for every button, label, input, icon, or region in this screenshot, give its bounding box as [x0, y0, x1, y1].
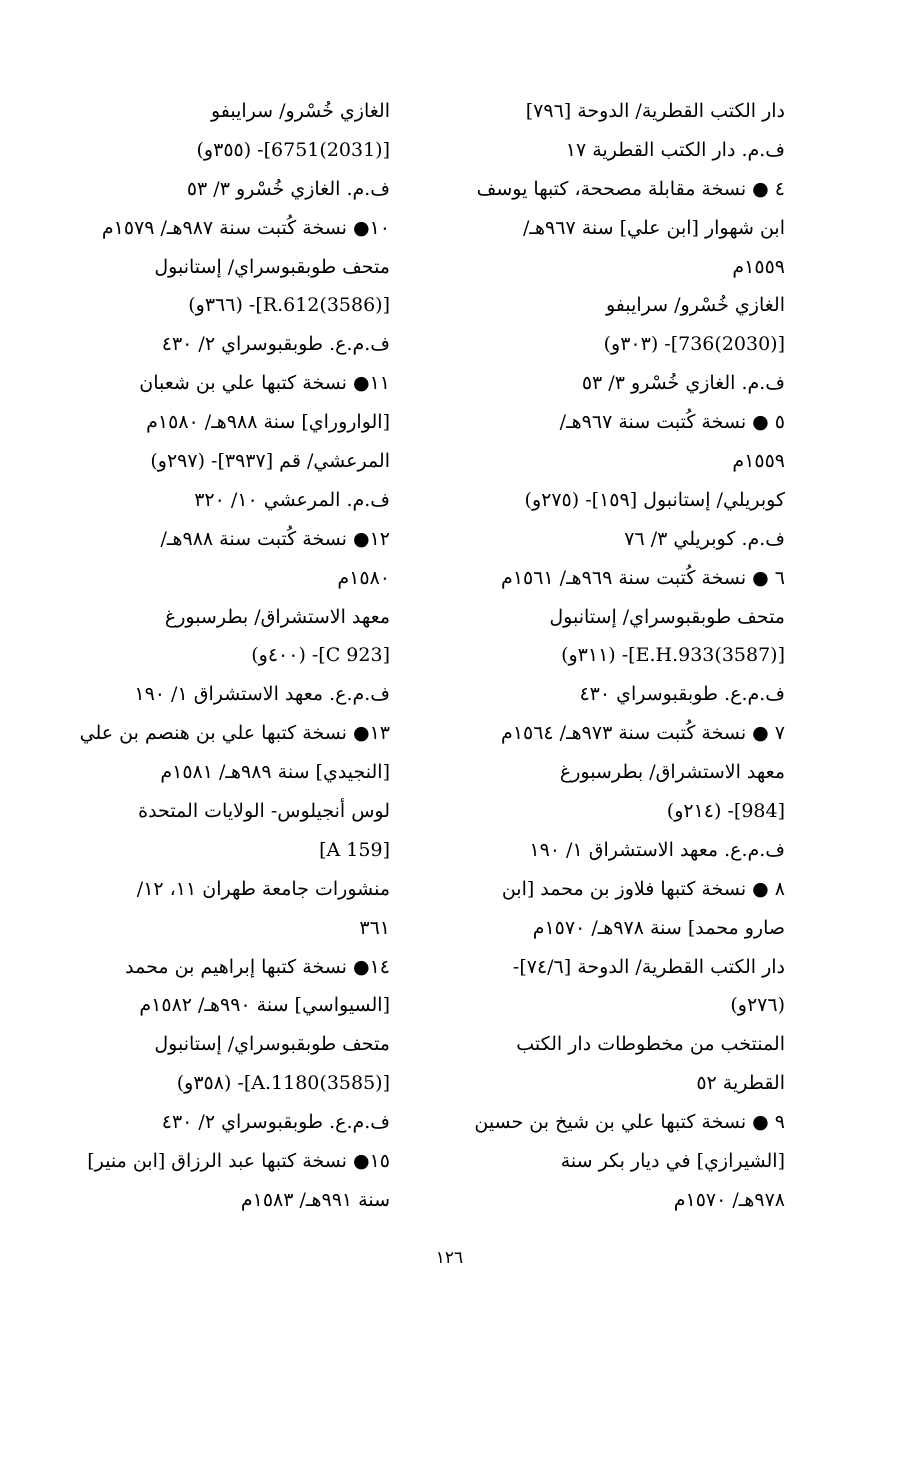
text-line: [C 923]- (٤٠٠و): [251, 644, 390, 667]
entry-line: ١٣● نسخة كتبها علي بن هنصم بن علي: [79, 722, 390, 745]
text-line: ف.م. الغازي خُسْرو ٣/ ٥٣: [186, 177, 390, 200]
text-line: ف.م. المرعشي ١٠/ ٣٢٠: [194, 488, 390, 511]
text-line: معهد الاستشراق/ بطرسبورغ: [559, 761, 785, 784]
text-line: [A 159]: [319, 838, 390, 861]
text-line: متحف طوبقبوسراي/ إستانبول: [549, 605, 785, 628]
text-line: سنة ٩٩١هـ/ ١٥٨٣م: [240, 1188, 390, 1211]
text-line: ٣٦١: [359, 916, 390, 939]
right-column: [455, 92, 785, 1220]
entry-line: ٥ ● نسخة كُتبت سنة ٩٦٧هـ/: [559, 411, 785, 434]
text-line: معهد الاستشراق/ بطرسبورغ: [164, 605, 390, 628]
entry-line: ١٤● نسخة كتبها إبراهيم بن محمد: [125, 955, 390, 978]
text-line: ١٥٥٩م: [732, 450, 785, 473]
text-line: الغازي خُسْرو/ سرايبفو: [210, 100, 390, 122]
text-line: [(2030)736]- (٣٠٣و): [603, 333, 785, 356]
text-line: [النجيدي] سنة ٩٨٩هـ/ ١٥٨١م: [160, 761, 390, 784]
text-line: ف.م.ع. معهد الاستشراق ١/ ١٩٠: [134, 683, 390, 706]
text-line: ف.م.ع. طوبقبوسراي ٢/ ٤٣٠: [161, 1111, 390, 1134]
entry-line: ٧ ● نسخة كُتبت سنة ٩٧٣هـ/ ١٥٦٤م: [501, 722, 785, 745]
text-line: ف.م.ع. طوبقبوسراي ٢/ ٤٣٠: [161, 333, 390, 356]
entry-line: ٦ ● نسخة كُتبت سنة ٩٦٩هـ/ ١٥٦١م: [501, 566, 785, 589]
text-line: [السيواسي] سنة ٩٩٠هـ/ ١٥٨٢م: [139, 994, 390, 1017]
text-line: [984]- (٢١٤و): [666, 800, 785, 823]
text-line: منشورات جامعة طهران ١١، ١٢/: [136, 877, 390, 900]
left-column: [60, 92, 390, 1220]
text-line: [(3586)R.612]- (٣٦٦و): [188, 294, 390, 317]
text-line: ١٥٥٩م: [732, 255, 785, 278]
text-line: (٢٧٦و): [730, 994, 785, 1017]
text-line: [(3585)A.1180]- (٣٥٨و): [176, 1072, 390, 1095]
text-line: ف.م.ع. طوبقبوسراي ٤٣٠: [579, 683, 785, 706]
text-line: دار الكتب القطرية/ الدوحة [٧٩٦]: [525, 100, 785, 122]
text-line: ف.م. الغازي خُسْرو ٣/ ٥٣: [581, 372, 785, 395]
entry-line: ١٢● نسخة كُتبت سنة ٩٨٨هـ/: [160, 527, 390, 550]
entry-line: ١١● نسخة كتبها علي بن شعبان: [139, 372, 390, 395]
text-line: ١٥٨٠م: [337, 566, 390, 589]
text-line: متحف طوبقبوسراي/ إستانبول: [154, 1033, 390, 1056]
text-line: ابن شهوار [ابن علي] سنة ٩٦٧هـ/: [523, 216, 785, 239]
text-line: متحف طوبقبوسراي/ إستانبول: [154, 255, 390, 278]
text-line: دار الكتب القطرية/ الدوحة [٧٤/٦]-: [512, 955, 785, 978]
entry-line: ٤ ● نسخة مقابلة مصححة، كتبها يوسف: [476, 177, 785, 200]
entry-line: ١٠● نسخة كُتبت سنة ٩٨٧هـ/ ١٥٧٩م: [101, 216, 390, 239]
entry-line: ١٥● نسخة كتبها عبد الرزاق [ابن منير]: [87, 1150, 390, 1173]
text-line: [الشيرازي] في ديار بكر سنة: [560, 1150, 785, 1173]
page-number: ١٢٦: [435, 1248, 464, 1268]
text-line: المنتخب من مخطوطات دار الكتب: [516, 1033, 785, 1056]
text-line: كوبريلي/ إستانبول [١٥٩]- (٢٧٥و): [524, 488, 785, 511]
text-line: ف.م.ع. معهد الاستشراق ١/ ١٩٠: [529, 838, 785, 861]
text-line: ف.م. كوبريلي ٣/ ٧٦: [624, 527, 785, 550]
text-line: المرعشي/ قم [٣٩٣٧]- (٢٩٧و): [150, 450, 390, 473]
text-line: ٩٧٨هـ/ ١٥٧٠م: [673, 1188, 785, 1211]
entry-line: ٨ ● نسخة كتبها فلاوز بن محمد [ابن: [501, 877, 785, 900]
text-line: القطرية ٥٢: [696, 1072, 785, 1095]
text-line: [الواروراي] سنة ٩٨٨هـ/ ١٥٨٠م: [146, 411, 390, 434]
text-line: [(3587)E.H.933]- (٣١١و): [561, 644, 785, 667]
text-line: [(2031)6751]- (٣٥٥و): [196, 138, 390, 161]
entry-line: ٩ ● نسخة كتبها علي بن شيخ بن حسين: [474, 1111, 785, 1134]
text-line: الغازي خُسْرو/ سرايبفو: [605, 294, 785, 317]
text-line: لوس أنجيلوس- الولايات المتحدة: [138, 800, 390, 823]
text-line: ف.م. دار الكتب القطرية ١٧: [565, 138, 785, 161]
text-line: صارو محمد] سنة ٩٧٨هـ/ ١٥٧٠م: [532, 916, 785, 939]
